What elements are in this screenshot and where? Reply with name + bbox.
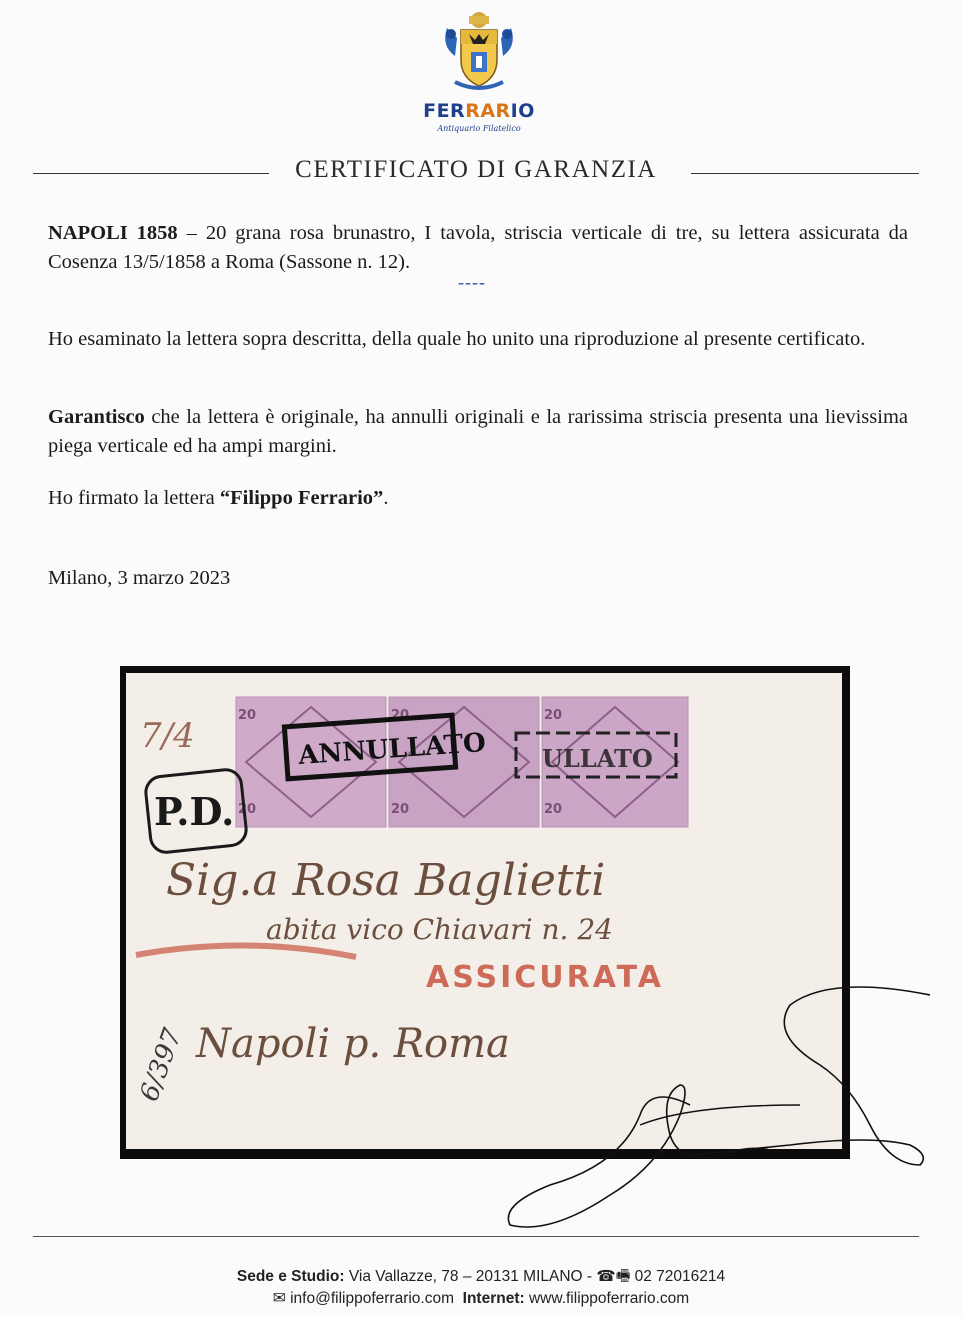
guarantee-text: che la lettera è originale, ha annulli originali e la rarissima striscia presenta una lievissima piega verticale ed ha ampi margini. xyxy=(48,406,908,457)
svg-text:20: 20 xyxy=(391,708,410,723)
signature-icon xyxy=(490,975,930,1235)
paragraph-guarantee xyxy=(48,403,908,461)
footer-website[interactable]: www.filippoferrario.com xyxy=(528,1290,690,1307)
signed-end: . xyxy=(383,487,389,509)
svg-text:ASSICURATA: ASSICURATA xyxy=(426,960,664,995)
envelope-icon: ✉ xyxy=(272,1290,286,1307)
svg-text:20: 20 xyxy=(238,708,257,723)
paragraph-signed xyxy=(48,484,908,513)
svg-text:20: 20 xyxy=(391,802,410,817)
svg-text:20: 20 xyxy=(544,802,563,817)
svg-text:20: 20 xyxy=(544,708,563,723)
footer-rule xyxy=(33,1236,919,1237)
svg-text:ANNULLATO: ANNULLATO xyxy=(297,727,487,771)
footer-web-label: Internet: xyxy=(462,1290,525,1307)
paragraph-examined: Ho esaminato la lettera sopra descritta, della quale ho unito una riproduzione al presente certificato. xyxy=(48,328,866,350)
footer-address xyxy=(0,1264,962,1291)
date-place: Milano, 3 marzo 2023 xyxy=(48,567,231,589)
signed-text: Ho firmato la lettera xyxy=(48,487,220,509)
brand-name: FERRARIO xyxy=(423,100,535,122)
footer-email[interactable]: info@filippoferrario.com xyxy=(290,1290,455,1307)
address-line-1: Sig.a Rosa Baglietti xyxy=(166,855,606,906)
address-line-3: Napoli p. Roma xyxy=(196,1021,510,1067)
company-logo xyxy=(421,8,537,136)
footer-address-label: Sede e Studio: xyxy=(236,1268,345,1285)
signed-name: “Filippo Ferrario” xyxy=(219,487,384,509)
guarantee-bold: Garantisco xyxy=(48,406,145,428)
side-note: 6/397 xyxy=(134,1024,189,1106)
coat-of-arms-icon xyxy=(439,8,519,96)
separator: ---- xyxy=(458,272,486,292)
corner-note: 7/4 xyxy=(140,716,195,756)
description-bold: NAPOLI 1858 xyxy=(48,222,178,244)
brand-subtitle: Antiquario Filatelico xyxy=(437,124,521,133)
footer-address-text: Via Vallazze, 78 – 20131 MILANO - ☎🖷 02 72016214 xyxy=(344,1268,726,1285)
svg-text:P.D.: P.D. xyxy=(154,789,235,834)
stamp-description xyxy=(48,219,908,277)
svg-text:20: 20 xyxy=(238,802,257,817)
address-line-2: abita vico Chiavari n. 24 xyxy=(266,913,613,946)
certificate-title-row xyxy=(33,156,919,192)
svg-text:ULLATO: ULLATO xyxy=(542,744,653,773)
description-text: – 20 grana rosa brunastro, I tavola, striscia verticale di tre, su lettera assicurata da Cosenza 13/5/1858 a Roma (Sassone n. 12). xyxy=(48,222,908,273)
certificate-title: CERTIFICATO DI GARANZIA xyxy=(295,156,657,183)
footer-contacts xyxy=(0,1289,962,1308)
